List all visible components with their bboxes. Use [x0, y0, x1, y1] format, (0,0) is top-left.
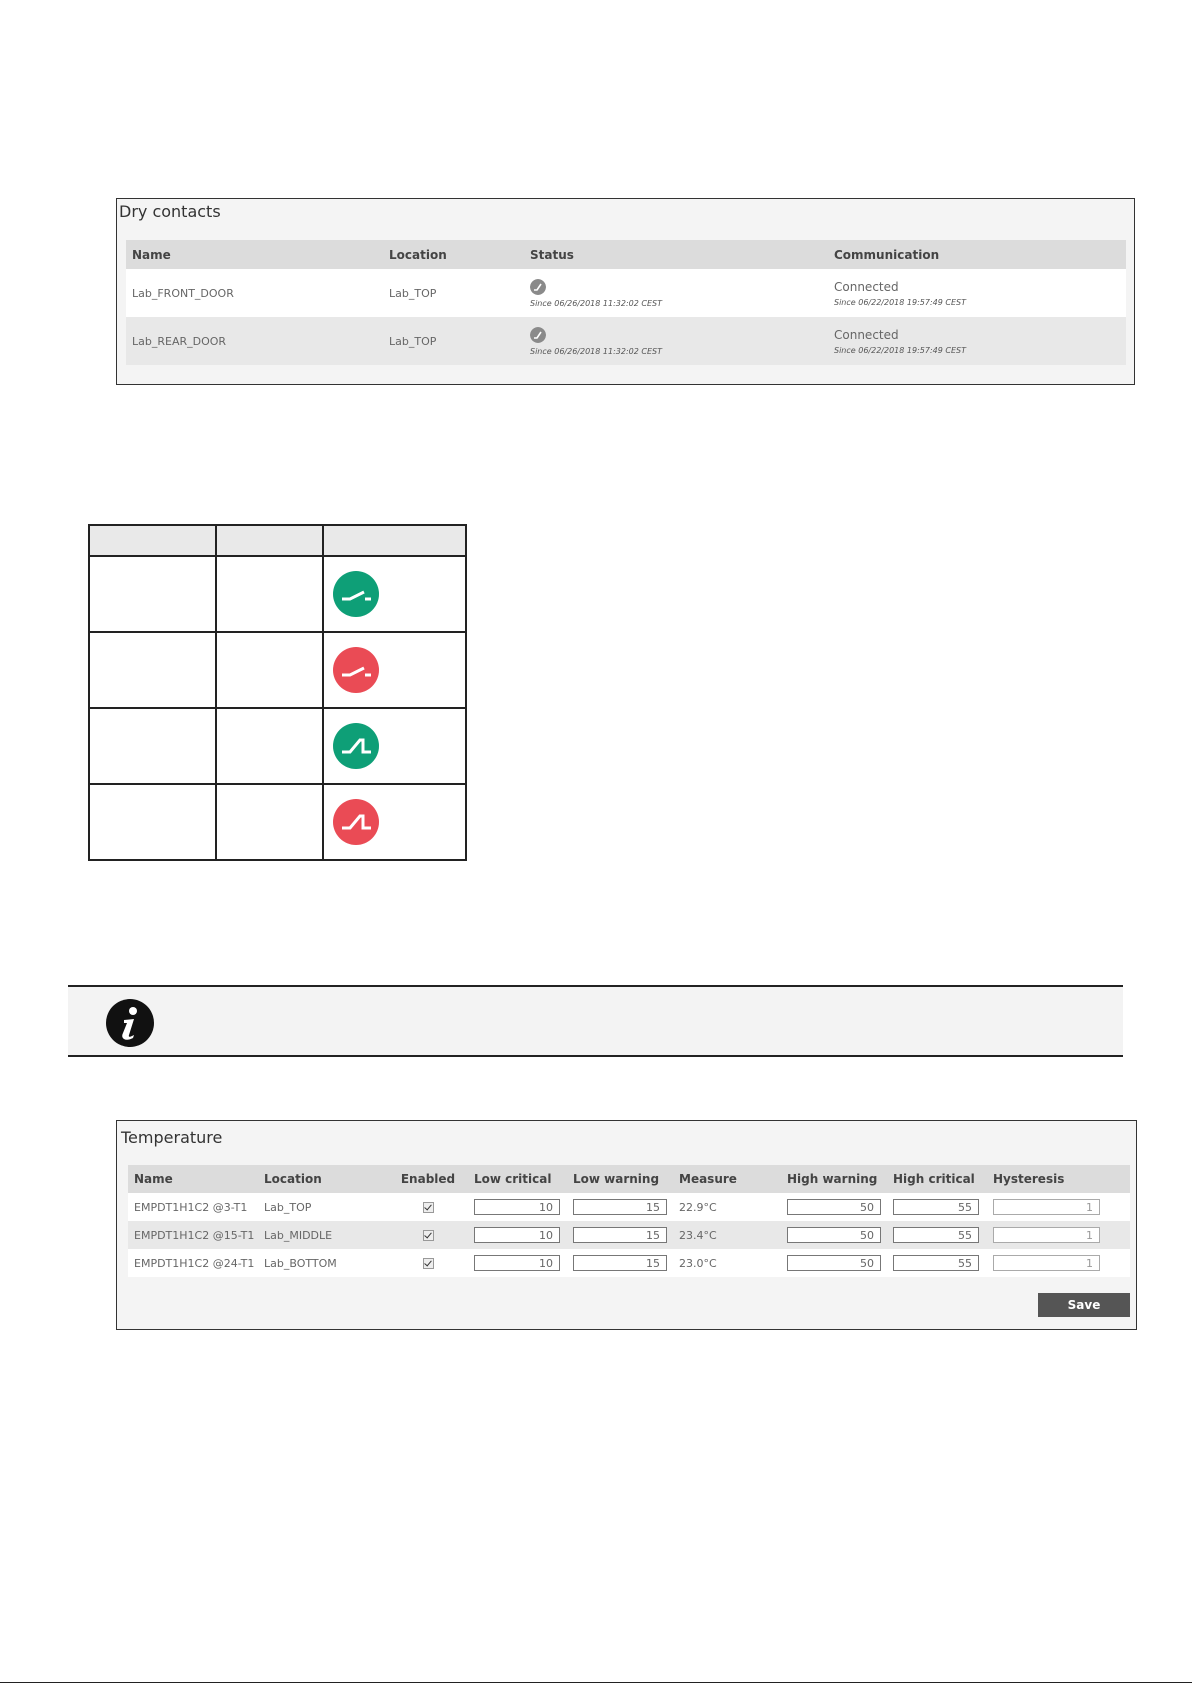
hysteresis-cell — [987, 1249, 1130, 1277]
high-critical-input[interactable] — [893, 1199, 979, 1215]
dry-contacts-title: Dry contacts — [119, 202, 221, 221]
legend-cell — [89, 556, 216, 632]
save-button[interactable]: Save — [1038, 1293, 1130, 1317]
legend-icon-cell — [323, 708, 466, 784]
contact-name: Lab_FRONT_DOOR — [126, 269, 383, 317]
low-critical-input[interactable] — [474, 1227, 560, 1243]
column-header-status[interactable]: Status — [524, 240, 828, 269]
column-header-name[interactable]: Name — [126, 240, 383, 269]
hysteresis-cell — [987, 1221, 1130, 1249]
info-note — [68, 985, 1123, 1057]
legend-header-cell — [216, 525, 323, 556]
table-row[interactable] — [126, 317, 1126, 365]
high-critical-input[interactable] — [893, 1227, 979, 1243]
sensor-location: Lab_MIDDLE — [258, 1221, 388, 1249]
temperature-table — [128, 1165, 1130, 1277]
legend-icon-cell — [323, 556, 466, 632]
open-contact-alarm-icon — [333, 647, 379, 693]
column-header-high-warning[interactable]: High warning — [781, 1165, 887, 1193]
legend-header-row — [89, 525, 466, 556]
column-header-hysteresis[interactable]: Hysteresis — [987, 1165, 1130, 1193]
high-critical-cell — [887, 1193, 987, 1221]
enabled-checkbox[interactable] — [423, 1258, 434, 1269]
table-row — [128, 1249, 1130, 1277]
column-header-name[interactable]: Name — [128, 1165, 258, 1193]
legend-row — [89, 632, 466, 708]
high-warning-cell — [781, 1249, 887, 1277]
legend-cell — [216, 708, 323, 784]
high-warning-input[interactable] — [787, 1255, 881, 1271]
communication-since: Since 06/22/2018 19:57:49 CEST — [834, 297, 966, 307]
hysteresis-input[interactable] — [993, 1227, 1100, 1243]
column-header-low-critical[interactable]: Low critical — [468, 1165, 567, 1193]
dry-contacts-table — [126, 240, 1126, 365]
contact-status-cell — [524, 269, 828, 317]
hysteresis-input[interactable] — [993, 1255, 1100, 1271]
legend-cell — [89, 632, 216, 708]
legend-cell — [89, 708, 216, 784]
contact-location: Lab_TOP — [383, 269, 524, 317]
low-critical-cell — [468, 1249, 567, 1277]
high-warning-cell — [781, 1193, 887, 1221]
table-header-row — [128, 1165, 1130, 1193]
status-since: Since 06/26/2018 11:32:02 CEST — [530, 346, 662, 356]
high-warning-input[interactable] — [787, 1199, 881, 1215]
legend-row — [89, 784, 466, 860]
communication-cell — [828, 317, 1126, 365]
communication-cell — [828, 269, 1126, 317]
communication-status: Connected — [834, 279, 899, 294]
legend-row — [89, 556, 466, 632]
contact-status-icon — [530, 279, 546, 295]
low-critical-cell — [468, 1221, 567, 1249]
high-critical-cell — [887, 1249, 987, 1277]
table-header-row — [126, 240, 1126, 269]
enabled-checkbox[interactable] — [423, 1230, 434, 1241]
column-header-low-warning[interactable]: Low warning — [567, 1165, 673, 1193]
hysteresis-input[interactable] — [993, 1199, 1100, 1215]
column-header-location[interactable]: Location — [258, 1165, 388, 1193]
column-header-location[interactable]: Location — [383, 240, 524, 269]
column-header-enabled[interactable]: Enabled — [388, 1165, 468, 1193]
communication-since: Since 06/22/2018 19:57:49 CEST — [834, 345, 966, 355]
measure-value: 23.4°C — [673, 1221, 781, 1249]
column-header-high-critical[interactable]: High critical — [887, 1165, 987, 1193]
communication-status: Connected — [834, 327, 899, 342]
high-warning-input[interactable] — [787, 1227, 881, 1243]
footer-divider — [0, 1682, 1192, 1683]
column-header-measure[interactable]: Measure — [673, 1165, 781, 1193]
high-critical-cell — [887, 1221, 987, 1249]
high-warning-cell — [781, 1221, 887, 1249]
status-legend-table — [88, 524, 467, 861]
legend-cell — [216, 556, 323, 632]
contact-status-cell — [524, 317, 828, 365]
status-since: Since 06/26/2018 11:32:02 CEST — [530, 298, 662, 308]
sensor-location: Lab_TOP — [258, 1193, 388, 1221]
sensor-name: EMPDT1H1C2 @15-T1 — [128, 1221, 258, 1249]
low-warning-input[interactable] — [573, 1199, 667, 1215]
dry-contacts-panel — [116, 198, 1135, 385]
temperature-panel — [116, 1120, 1137, 1330]
measure-value: 23.0°C — [673, 1249, 781, 1277]
low-warning-input[interactable] — [573, 1227, 667, 1243]
low-warning-cell — [567, 1221, 673, 1249]
legend-cell — [216, 784, 323, 860]
low-critical-input[interactable] — [474, 1199, 560, 1215]
low-critical-input[interactable] — [474, 1255, 560, 1271]
column-header-communication[interactable]: Communication — [828, 240, 1126, 269]
sensor-location: Lab_BOTTOM — [258, 1249, 388, 1277]
high-critical-input[interactable] — [893, 1255, 979, 1271]
legend-header-cell — [89, 525, 216, 556]
contact-name: Lab_REAR_DOOR — [126, 317, 383, 365]
enabled-cell — [388, 1221, 468, 1249]
legend-icon-cell — [323, 784, 466, 860]
open-contact-normal-icon — [333, 571, 379, 617]
table-row[interactable] — [126, 269, 1126, 317]
legend-header-cell — [323, 525, 466, 556]
hysteresis-cell — [987, 1193, 1130, 1221]
low-critical-cell — [468, 1193, 567, 1221]
legend-icon-cell — [323, 632, 466, 708]
legend-cell — [216, 632, 323, 708]
enabled-cell — [388, 1193, 468, 1221]
table-row — [128, 1193, 1130, 1221]
low-warning-cell — [567, 1249, 673, 1277]
low-warning-input[interactable] — [573, 1255, 667, 1271]
measure-value: 22.9°C — [673, 1193, 781, 1221]
closed-contact-normal-icon — [333, 723, 379, 769]
low-warning-cell — [567, 1193, 673, 1221]
temperature-title: Temperature — [121, 1128, 223, 1147]
enabled-checkbox[interactable] — [423, 1202, 434, 1213]
legend-cell — [89, 784, 216, 860]
info-icon — [106, 999, 154, 1047]
sensor-name: EMPDT1H1C2 @3-T1 — [128, 1193, 258, 1221]
closed-contact-alarm-icon — [333, 799, 379, 845]
contact-status-icon — [530, 327, 546, 343]
enabled-cell — [388, 1249, 468, 1277]
sensor-name: EMPDT1H1C2 @24-T1 — [128, 1249, 258, 1277]
table-row — [128, 1221, 1130, 1249]
contact-location: Lab_TOP — [383, 317, 524, 365]
legend-row — [89, 708, 466, 784]
